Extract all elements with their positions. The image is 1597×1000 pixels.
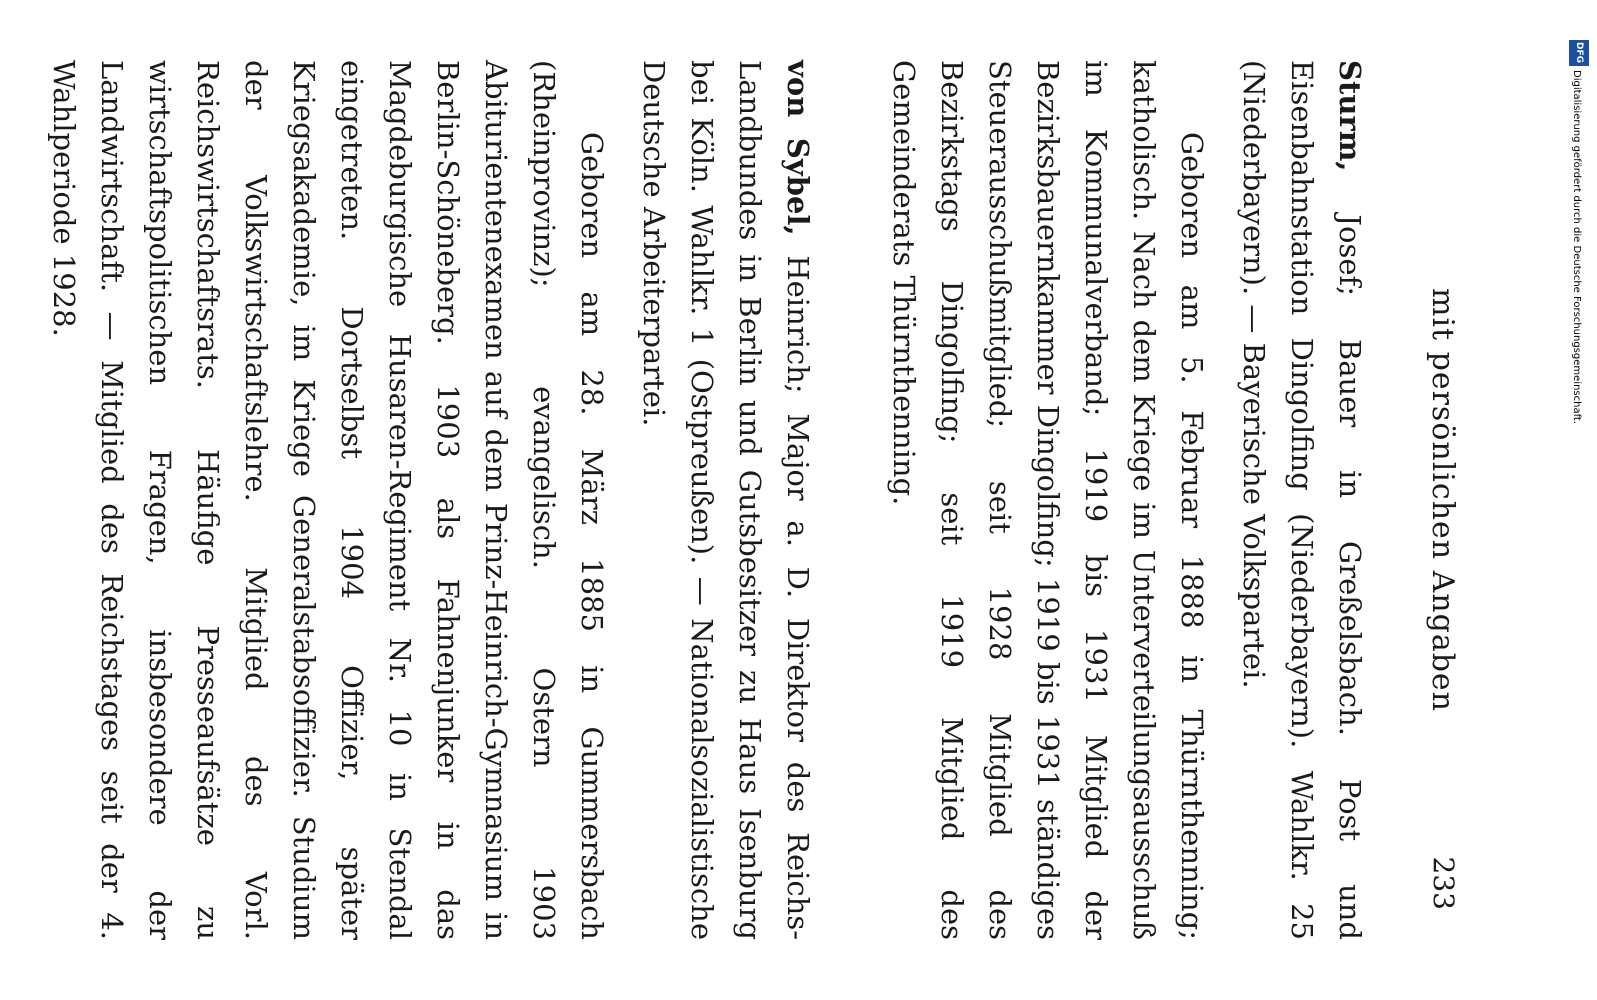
header-title: mit persönlichen Angaben <box>1425 288 1460 712</box>
entry-sybel <box>40 60 822 940</box>
page-content <box>0 60 1460 940</box>
digitization-credit <box>1565 40 1593 1000</box>
credit-text: Digitalisierung gefördert durch die Deutsche Forschungsgemeinschaft. <box>1571 70 1582 425</box>
entry-bio: Geboren am 5. Februar 1888 in Thürnthenning; katholisch. Nach dem Kriege im Unterverteilungsausschuß im Kommunalverband; 1919 bis 1931 Mitglied der Bezirksbauernkammer Dingolfing; 1919 bis 1931 ständiges Steuerausschußmitglied; seit 1928 Mitglied des Bezirkstags Dingolfing; seit 1919 Mitglied des Gemeinderats Thürnthenning. <box>887 60 1209 940</box>
dfg-logo: DFG <box>1569 40 1589 66</box>
entry-name: Sturm, <box>1333 60 1367 172</box>
entry-name: von Sybel, <box>781 60 815 236</box>
entry-intro-text: Heinrich; Major a. D. Direktor des Reichs-Landbundes in Berlin und Gutsbesitzer zu Haus Isenburg bei Köln. Wahlkr. 1 (Ostpreußen). — Nationalsozialistische Deutsche Arbeiterpartei. <box>637 60 815 940</box>
entry-intro <box>1230 60 1374 940</box>
entry-bio: Geboren am 28. März 1885 in Gummersbach (Rheinprovinz); evangelisch. Ostern 1903 Abiturientenexamen auf dem Prinz-Heinrich-Gymnasium in Berlin-Schöneberg. 1903 als Fahnenjunker in das Magdeburgische Husaren-Regiment Nr. 10 in Stendal eingetreten. Dortselbst 1904 Offizier, später Kriegsakademie, im Kriege Generalstabsoffizier. Studium der Volkswirtschaftslehre. Mitglied des Vorl. Reichswirtschaftsrats. Häufige Presseaufsätze zu wirtschaftspolitischen Fragen, insbesondere der Landwirtschaft. — Mitglied des Reichstages seit der 4. Wahlperiode 1928. <box>47 60 609 940</box>
page-number: 233 <box>1427 856 1460 910</box>
entry-intro-text: Josef; Bauer in Greßelsbach. Post und Eisenbahnstation Dingolfing (Niederbayern). Wahlkr. 25 (Niederbayern). — Bayerische Volkspartei. <box>1237 60 1367 940</box>
page-header <box>1420 60 1460 940</box>
entry-intro <box>630 60 822 940</box>
entry-sturm <box>880 60 1374 940</box>
